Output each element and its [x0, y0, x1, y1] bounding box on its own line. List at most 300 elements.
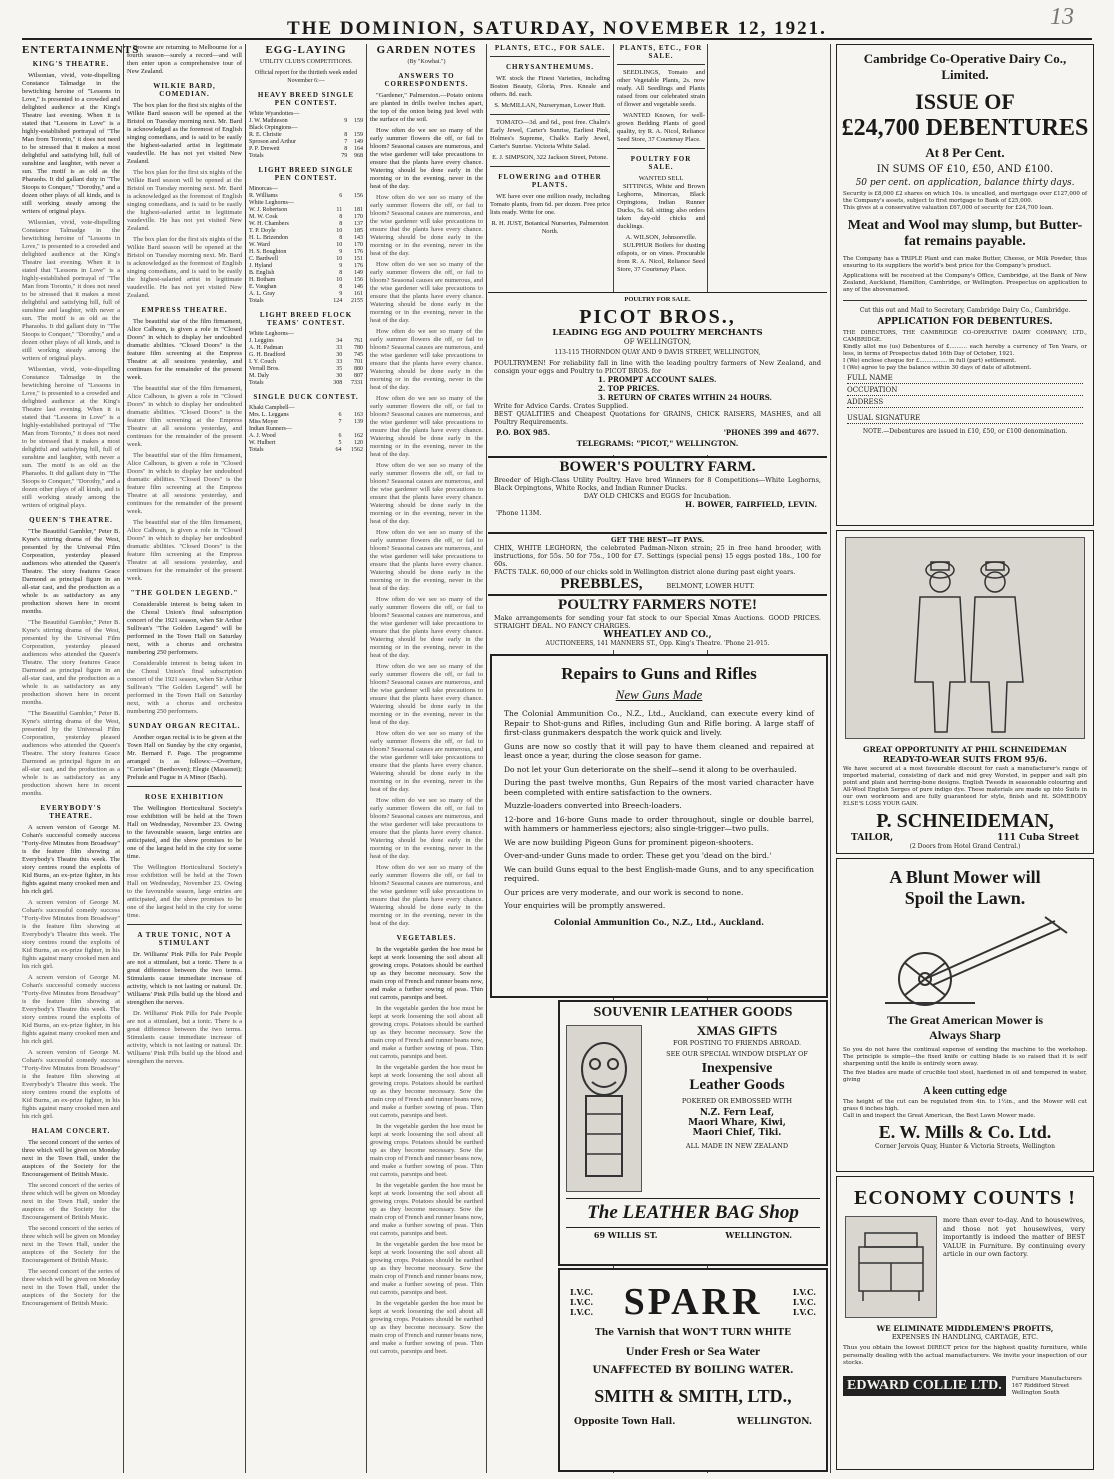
column-divider — [366, 44, 367, 1473]
column-divider — [830, 44, 831, 1473]
entrant-cell: H. Botham — [249, 277, 276, 283]
table-row — [249, 440, 363, 447]
table-row — [249, 153, 363, 160]
guns-paragraph: We can build Guns equal to the best English-made Guns, and to any specification required. — [504, 864, 814, 883]
leather-title: SOUVENIR LEATHER GOODS — [593, 1005, 793, 1020]
mower-text: So you do not have the continual expense of sending the machine to the workshop. The principle is simple—the fixed knife or cutting blade is so raised that it is self sharpening until the knife is entirely worn away. — [843, 1047, 1087, 1067]
article-text: Dr. Williams' Pink Pills for Pale People are not a stimulant, but a tonic. There is a great difference between the two terms. Stimulants cause immediate increase of activity, which is not lasting or natural. Dr. Williams' Pink Pills build up the blood and strengthen the nerves. — [127, 1010, 242, 1065]
ad-signature: S. McMILLAN, Nurseryman, Lower Hutt. — [494, 102, 606, 109]
table-row — [249, 256, 363, 263]
lawn-mower-illustration — [837, 913, 1093, 1009]
entrant-cell: I. Y. Couch — [249, 359, 276, 365]
article-text: The Wellington Horticultural Society's rose exhibition will be held at the Town Hall on Wednesday, November 23. Owing to the favourable season, large entries are anticipated, and the show promises to be one of the largest held in the city for some time. — [127, 864, 242, 919]
economy-furniture-ad — [836, 1176, 1094, 1470]
count-cell: 745 — [354, 352, 363, 358]
dairy-note: NOTE.—Debentures are issued in £10, £50, or £100 denomination. — [862, 428, 1068, 435]
picot-po-box: P.O. BOX 985. — [496, 428, 551, 437]
dairy-meat-wool: Meat and Wool may slump, but Butter-fat remains payable. — [847, 218, 1083, 249]
table-row — [249, 193, 363, 200]
dairy-conservative: This gives at a conservative valuation £67,000 of security for £24,700 loan. — [843, 205, 1054, 211]
entrant-cell: J. Leggins — [249, 338, 274, 344]
farmers-text: Make arrangements for sending your fat stock to our Special Xmas Auctions. GOOD PRICES. STRAIGHT DEAL. NO FANCY CHARGES. — [494, 614, 821, 630]
entrant-cell: R. E. Christie — [249, 132, 282, 138]
mower-sharp: Always Sharp — [929, 1028, 1001, 1042]
article-text: How often do we see so many of the early summer flowers die off, or fail to bloom? Seasonal causes are numerous, and the wise gardener will take precautions to ensure that the plants have every chance. Watering should be done early in the morning or in the evening, never in the heat of the day. — [370, 395, 483, 458]
count-cell: 146 — [354, 284, 363, 290]
divider — [617, 64, 705, 65]
full-name-field[interactable]: FULL NAME — [847, 374, 1083, 384]
article-heading: QUEEN'S THEATRE. — [29, 516, 113, 524]
prebbles-lead: GET THE BEST—IT PAYS. — [611, 536, 704, 544]
article-text: The box plan for the first six nights of the Wilkie Bard season will be opened at the Bristol on Tuesday morning next. Mr. Bard is acknowledged as the foremost of English singing comedians, and is said to be easily the highest-salaried artist in legitimate vaudeville. He has not yet visited New Zealand. — [127, 169, 242, 232]
article-text: A screen version of George M. Cohan's successful comedy success "Forty-five Minutes from Broadway" is the feature film showing at Everybody's Theatre this week. The story centres round the exploits of Kid Burns, an ex-prize fighter, in his fights against many crooked men and his rich girl. — [22, 974, 120, 1045]
table-row — [249, 338, 363, 345]
dairy-issue: ISSUE OF — [915, 89, 1015, 114]
article-text: How often do we see so many of the early summer flowers die off, or fail to bloom? Seasonal causes are numerous, and the wise gardener will take precautions to ensure that the plants have every chance. Watering should be done early in the morning or in the evening, never in the heat of the day. — [370, 462, 483, 525]
article-heading: EMPRESS THEATRE. — [141, 306, 228, 314]
count-cell: 176 — [354, 263, 363, 269]
entrant-cell: W. H. Chambers — [249, 221, 289, 227]
table-row — [249, 200, 363, 207]
count-cell: 139 — [354, 419, 363, 425]
leather-maori: Maori Whare, Kiwi, — [688, 1118, 786, 1128]
results-table — [249, 331, 363, 387]
dairy-option-1: I (We) enclose cheque for £................ in full (part) settlement. — [843, 358, 1017, 364]
count-cell — [337, 111, 347, 118]
leather-window: SEE OUR SPECIAL WINDOW DISPLAY OF — [666, 1050, 808, 1058]
count-cell: 79 — [341, 153, 348, 159]
entrant-cell: White Leghorns— — [249, 331, 294, 337]
picot-write: Write for Advice Cards. Crates Supplied. — [494, 402, 629, 410]
dairy-kindly: Kindly allot me (us) Debentures of £.......... each hereby a currency of Ten Years, or less, in terms of Prospectus dated 16th Day of October, 1921. — [843, 344, 1087, 357]
count-cell: 120 — [354, 440, 363, 446]
picot-city: OF WELLINGTON, — [623, 338, 692, 346]
maori-carving-illustration — [566, 1025, 642, 1192]
dairy-ltd: Limited. — [941, 67, 989, 82]
two-men-in-suits-icon — [865, 542, 1065, 738]
economy-text: more than ever to-day. And to housewives, and those not yet housewives, very importantly is indeed the matter of BEST VALUE in Furniture. By continuing every article in our own factory. — [943, 1216, 1085, 1258]
ad-heading: CHRYSANTHEMUMS. — [505, 63, 595, 71]
dairy-security: Security is £8,000 £2 shares on which 10s. is uncalled, and mortgage over £127,000 of the Company's assets, subject to first mortgage to Bank of £25,000. — [843, 191, 1087, 204]
count-cell: 181 — [354, 207, 363, 213]
article-text: Dr. Williams' Pink Pills for Pale People are not a stimulant, but a tonic. There is a great difference between the two terms. Stimulants cause immediate increase of activity, which is not lasting or natural. Dr. Williams' Pink Pills build up the blood and strengthen the nerves. — [127, 951, 242, 1006]
count-cell: 780 — [354, 345, 363, 351]
article-heading: WILKIE BARD, COMEDIAN. — [153, 82, 216, 98]
sparr-logo: SPARR — [623, 1281, 763, 1323]
picot-tagline: LEADING EGG AND POULTRY MERCHANTS — [552, 328, 763, 338]
ad-heading: WANTED SELL — [638, 175, 684, 182]
count-cell: 159 — [354, 118, 363, 124]
count-cell: 149 — [354, 139, 363, 145]
article-heading: SUNDAY ORGAN RECITAL. — [128, 722, 241, 730]
article-text: How often do we see so many of the early summer flowers die off, or fail to bloom? Seasonal causes are numerous, and the wise gardener will take precautions to ensure that the plants have every chance. Watering should be done early in the morning or in the evening, never in the heat of the day. — [370, 127, 483, 190]
entrant-cell: W. J. Robertson — [249, 207, 288, 213]
article-text: In the vegetable garden the hoe must be kept at work loosening the soil about all growing crops. Potatoes should be earthed up as they become necessary. Sow the main crop of French and runner beans now, and make a further sowing of peas. Thin out carrots, parsnips and beet. — [370, 1123, 483, 1178]
results-table — [249, 111, 363, 160]
section-heading: ENTERTAINMENTS — [22, 44, 140, 56]
article-text: How often do we see so many of the early summer flowers die off, or fail to bloom? Seasonal causes are numerous, and the wise gardener will take precautions to ensure that the plants have every chance. Watering should be done early in the morning or in the evening, never in the heat of the day. — [370, 194, 483, 257]
economy-thus: Thus you obtain the lowest DIRECT price for the highest quality furniture, while personally dealing with the actual manufacturers. We invite your inspection of our stocks. — [843, 1345, 1087, 1366]
count-cell: 7331 — [351, 380, 363, 386]
divider — [490, 56, 610, 57]
count-cell — [347, 125, 363, 132]
sparr-firm: SMITH & SMITH, LTD., — [594, 1386, 792, 1406]
entrant-cell: Indian Runners— — [249, 426, 292, 432]
count-cell — [327, 186, 343, 193]
article-text: The beautiful star of the film firmament, Alice Calhoun, is given a role in "Closed Doors" in which to display her undoubted dramatic abilities. "Closed Doors" is the feature film screening at the Empress Theatre at all sessions yesterday, and continues for the remainder of the present week. — [127, 519, 242, 582]
divider — [490, 114, 610, 115]
entrant-cell: B. English — [249, 270, 275, 276]
ad-text: WE have over one million ready, including Tomato plants, from 6d. per dozen. Free price lists ready. Write for one. — [490, 193, 610, 216]
dairy-form-heading: APPLICATION FOR DEBENTURES. — [877, 317, 1053, 327]
count-cell: 10 — [336, 228, 343, 234]
article-text: How often do we see so many of the early summer flowers die off, or fail to bloom? Seasonal causes are numerous, and the wise gardener will take precautions to ensure that the plants have every chance. Watering should be done early in the morning or in the evening, never in the heat of the day. — [370, 663, 483, 726]
bowers-phone: 'Phone 113M. — [496, 509, 542, 517]
count-cell: 185 — [354, 228, 363, 234]
entrant-cell: H. L. Brizendon — [249, 235, 288, 241]
table-row — [249, 214, 363, 221]
economy-title: ECONOMY COUNTS ! — [854, 1187, 1076, 1209]
dairy-amount: £24,700 DEBENTURES — [841, 115, 1089, 141]
count-cell — [347, 111, 363, 118]
column-divider — [245, 44, 246, 1473]
count-cell: 9 — [344, 118, 348, 124]
leather-chief: Maori Chief, Tiki. — [692, 1128, 782, 1138]
count-cell: 308 — [333, 380, 343, 386]
count-cell: 9 — [339, 291, 343, 297]
picot-bros-ad — [488, 292, 827, 455]
article-text: The box plan for the first six nights of the Wilkie Bard season will be opened at the Bristol on Tuesday morning next. Mr. Bard is acknowledged as the foremost of English singing comedians, and is said to be easily the highest-salaried artist in legitimate vaudeville. He has not yet visited New Zealand. — [127, 236, 242, 299]
entrant-cell: M. W. Cosk — [249, 214, 278, 220]
masthead — [0, 0, 1114, 40]
entrant-cell: A. J. Wood — [249, 433, 276, 439]
count-cell — [327, 200, 343, 207]
lawn-mower-icon — [855, 913, 1075, 1009]
ad-signature: R. H. JUST, Botanical Nurseries, Palmerston North. — [491, 220, 609, 235]
leather-made: ALL MADE IN NEW ZEALAND — [685, 1142, 789, 1150]
article-text: How often do we see so many of the early summer flowers die off, or fail to bloom? Seasonal causes are numerous, and the wise gardener will take precautions to ensure that the plants have every chance. Watering should be done early in the morning or in the evening, never in the heat of the day. — [370, 797, 483, 860]
divider — [490, 166, 610, 167]
ad-text: SEEDLINGS, Tomato and other Vegetable Plants, 2s. now ready. All Seedlings and Plants raised from our celebrated strain of flower and vegetable seeds. — [617, 69, 705, 108]
count-cell: 151 — [354, 256, 363, 262]
entrant-cell: R. Williams — [249, 193, 278, 199]
article-text: In the vegetable garden the hoe must be kept at work loosening the soil about all growing crops. Potatoes should be earthed up as they become necessary. Sow the main crop of French and runner beans now, and make a further sowing of peas. Thin out carrots, parsnips and beet. — [370, 1241, 483, 1296]
plants-classifieds-left — [490, 44, 610, 289]
economy-expenses: EXPENSES IN HANDLING, CARTAGE, ETC. — [891, 1333, 1039, 1341]
table-row — [249, 433, 363, 440]
entrant-cell: Totals — [249, 153, 264, 159]
article-heading: ANSWERS TO CORRESPONDENTS. — [384, 72, 469, 88]
count-cell — [341, 426, 363, 433]
count-cell: 156 — [354, 193, 363, 199]
schneideman-tailor-ad — [836, 530, 1094, 854]
prebbles-text: CHIX, WHITE LEGHORN, the celebrated Padman-Nixon strain; 25 in free hand brooder, with instructions, for 55s. 50 for 75s., 100 for £7. Settings (special pens) 15 eggs posted 18s., 100 for 60s. — [494, 544, 821, 568]
entrant-cell: E. Vaughan — [249, 284, 277, 290]
count-cell: 1562 — [351, 447, 363, 453]
count-cell: 124 — [333, 298, 343, 304]
guns-paragraph: The Colonial Ammunition Co., N.Z., Ltd., Auckland, can execute every kind of Repair to Shot-guns and Rifles, including Gun and Rifle boring. A large staff of first-class gunmakers despatch the work quick and lively. — [504, 709, 814, 737]
article-text: The beautiful star of the film firmament, Alice Calhoun, is given a role in "Closed Doors" in which to display her undoubted dramatic abilities. "Closed Doors" is the feature film screening at the Empress Theatre at all sessions yesterday, and continues for the remainder of the present week. — [127, 452, 242, 515]
divider — [127, 786, 242, 787]
ad-text: WANTED Known, for well-grown Bedding Plants of good quality, try R. A. Nicol, Reliance Seed Store, 37 Courtenay Place. — [617, 112, 705, 143]
edward-collie-logo: EDWARD COLLIE LTD. — [843, 1376, 1006, 1396]
entrant-cell: Verrall Bros. — [249, 366, 280, 372]
mower-title-1: A Blunt Mower will — [889, 867, 1041, 887]
article-text: The second concert of the series of three which will be given on Monday next in the Town Hall, under the auspices of the Society for the Encouragement of British Music. — [22, 1139, 120, 1178]
guns-subtitle: New Guns Made — [615, 687, 703, 702]
entrant-cell: Minorcas— — [249, 186, 278, 192]
prebbles-name: PREBBLES, — [560, 576, 643, 592]
sparr-tagline: The Varnish that WON'T TURN WHITE — [595, 1328, 791, 1338]
guns-paragraph: We are now building Pigeon Guns for prominent pigeon-shooters. — [504, 837, 754, 847]
guns-signature: Colonial Ammunition Co., N.Z., Ltd., Auckland. — [553, 916, 765, 927]
picot-list-item: 1. PROMPT ACCOUNT SALES. — [598, 375, 717, 384]
sparr-city: WELLINGTON. — [736, 1417, 812, 1427]
count-cell: 2155 — [351, 298, 363, 304]
subheading: Official report for the thirtieth week ended November 6:— — [254, 70, 358, 84]
count-cell: 30 — [336, 373, 343, 379]
entrant-cell: White Leghorns— — [249, 200, 294, 206]
mower-call: Call in and inspect the Great American, the Best Lawn Mower made. — [843, 1113, 1036, 1119]
count-cell — [331, 405, 342, 412]
count-cell: 6 — [338, 412, 342, 418]
entertainments-column — [22, 44, 140, 1473]
leather-goods: Leather Goods — [689, 1077, 785, 1093]
count-cell: 7 — [338, 419, 342, 425]
table-row — [249, 132, 363, 139]
results-heading: SINGLE DUCK CONTEST. — [253, 393, 359, 401]
masthead-rule — [22, 38, 1092, 40]
article-text: How often do we see so many of the early summer flowers die off, or fail to bloom? Seasonal causes are numerous, and the wise gardener will take precautions to ensure that the plants have every chance. Watering should be done early in the morning or in the evening, never in the heat of the day. — [370, 730, 483, 793]
entrant-cell: J. Hyland — [249, 263, 272, 269]
schneideman-headline-1: GREAT OPPORTUNITY AT PHIL SCHNEIDEMAN — [863, 745, 1067, 754]
table-row — [249, 146, 363, 153]
count-cell: 143 — [354, 235, 363, 241]
table-row — [249, 366, 363, 373]
article-heading: HALAM CONCERT. — [31, 1127, 111, 1135]
table-row — [249, 249, 363, 256]
bowers-ad — [488, 456, 827, 532]
entrant-cell: Totals — [249, 380, 264, 386]
dairy-directors: THE DIRECTORS, THE CAMBRIDGE CO-OPERATIVE DAIRY COMPANY, LTD., CAMBRIDGE. — [843, 330, 1087, 343]
count-cell: 149 — [354, 270, 363, 276]
ad-text: TOMATO—3d. and 6d., post free. Chalm's Early Jewel, Carter's Sunrise, Earliest Pink, Holmes's Supreme, Chalk's Early Jewel, Carter's Sunrise. Victoria White Salad. — [490, 119, 610, 150]
guns-rifles-ad — [490, 654, 828, 998]
classified-banner: POULTRY FOR SALE. — [630, 155, 692, 171]
count-cell: 33 — [336, 345, 343, 351]
poultry-farmers-ad — [488, 594, 827, 650]
schneideman-text: We have secured at a most favourable discount for cash a manufacturer's range of imported material, consisting of dark and mid grey Worsted, in pepper and salt pin point and plain and herring-bone designs. English Tweeds in seasonable colouring and All-Wool English Serges of pure indigo dye. These materials are made up into Suits in our own workroom and are fully guaranteed for style, finish and fit. SOMEBODY ELSE'S LOSS YOUR GAIN. — [843, 766, 1087, 807]
article-text: The box plan for the first six nights of the Wilkie Bard season will be opened at the Bristol on Tuesday morning next. Mr. Bard is acknowledged as the foremost of English singing comedians, and is said to be easily the highest-salaried artist in legitimate vaudeville. He has not yet visited New Zealand. — [127, 102, 242, 165]
article-text: In the vegetable garden the hoe must be kept at work loosening the soil about all growing crops. Potatoes should be earthed up as they become necessary. Sow the main crop of French and runner beans now, and make a further sowing of peas. Thin out carrots, parsnips and beet. — [370, 946, 483, 1001]
table-row — [249, 125, 363, 132]
table-row — [249, 221, 363, 228]
entrant-cell: Sproson and Arthur — [249, 139, 296, 145]
count-cell: 159 — [354, 132, 363, 138]
picot-list-item: 3. RETURN OF CRATES WITHIN 24 HOURS. — [598, 393, 772, 402]
guns-paragraph: Guns are now so costly that it will pay to have them cleaned and repaired at least once a year, during the close season for game. — [504, 741, 814, 760]
count-cell — [342, 186, 363, 193]
table-row — [249, 277, 363, 284]
results-table — [249, 405, 363, 454]
page-mark: 13 — [1050, 4, 1074, 30]
entrant-cell: J. W. Mathieson — [249, 118, 288, 124]
guns-paragraph: Our prices are very moderate, and our work is second to none. — [504, 887, 744, 897]
article-text: "The Beautiful Gambler," Peter B. Kyne's stirring drama of the West, presented by the Universal Film Corporation, yesterday pleased audiences who attended the Queen's Theatre. The story features Grace Darmond as principal figure in an all-star cast, and the production as a whole is as satisfactory as any production shown here in recent months. — [22, 710, 120, 797]
address-field[interactable]: ADDRESS — [847, 398, 1083, 408]
count-cell: 10 — [336, 242, 343, 248]
count-cell: 10 — [336, 256, 343, 262]
byline: (By "Kowhai.") — [407, 59, 446, 65]
count-cell: 161 — [354, 291, 363, 297]
dairy-triple: The Company has a TRIPLE Plant and can make Butter, Cheese, or Milk Powder, thus ensuring to its suppliers the world's best price for the Company's product. — [843, 256, 1087, 269]
economy-address: Furniture Manufacturers 167 Riddiford Street Wellington South — [1011, 1375, 1082, 1396]
article-text: Another organ recital is to be given at the Town Hall on Sunday by the city organist, Mr. Bernard F. Page. The programme arranged is as follows:—Overture, "Coriolan" (Beethoven); Elegie (Massenet); Prelude and Fugue in A Minor (Bach). — [127, 734, 242, 781]
entrant-cell: A. L. Gray — [249, 291, 275, 297]
schneideman-tailor: TAILOR, — [851, 833, 894, 843]
article-heading: ROSE EXHIBITION — [145, 793, 224, 801]
article-text: The second concert of the series of three which will be given on Monday next in the Town Hall, under the auspices of the Society for the Encouragement of British Music. — [22, 1182, 120, 1221]
count-cell: 170 — [354, 242, 363, 248]
egg-laying-column — [249, 44, 363, 1473]
article-heading: A TRUE TONIC, NOT A STIMULANT — [137, 931, 232, 947]
table-row — [249, 263, 363, 270]
article-text: A screen version of George M. Cohan's successful comedy success "Forty-five Minutes from Broadway" is the feature film showing at Everybody's Theatre this week. The story centres round the exploits of Kid Burns, an ex-prize fighter, in his fights against many crooked men and his rich girl. — [22, 1049, 120, 1120]
count-cell — [342, 331, 363, 338]
ad-text: WE stock the Finest Varieties, including Boston Beauty, Gloria, Pres. Kneale and others. 8d. each. — [490, 75, 610, 98]
occupation-field[interactable]: OCCUPATION — [847, 386, 1083, 396]
article-text: "Gardener," Palmerston.—Potato onions are planted in drills twelve inches apart, the top of the onion being just level with the surface of the soil. — [370, 92, 483, 123]
guns-paragraph: During the past twelve months, Gun Repairs of the most varied character have been completed with entire satisfaction to the owners. — [504, 778, 814, 797]
picot-telegrams: TELEGRAMS: "PICOT," WELLINGTON. — [576, 439, 739, 448]
table-row — [249, 139, 363, 146]
count-cell: 164 — [354, 146, 363, 152]
count-cell: 807 — [354, 373, 363, 379]
classified-banner: PLANTS, ETC., FOR SALE. — [494, 44, 606, 52]
entrant-cell: M. Daly — [249, 373, 269, 379]
sparr-location: Opposite Town Hall. — [574, 1417, 676, 1427]
article-text: The second concert of the series of three which will be given on Monday next in the Town Hall, under the auspices of the Society for the Encouragement of British Music. — [22, 1268, 120, 1307]
gentlemen-illustration — [845, 537, 1085, 739]
dairy-cut-instruction: Cut this out and Mail to Secretary, Cambridge Dairy Co., Cambridge. — [859, 307, 1071, 314]
count-cell — [341, 405, 363, 412]
signature-field[interactable]: USUAL SIGNATURE — [847, 414, 1083, 424]
article-text: The Wellington Horticultural Society's rose exhibition will be held at the Town Hall on Wednesday, November 23. Owing to the favourable season, large entries are anticipated, and the show promises to be one of the largest held in the city for some time. — [127, 805, 242, 860]
entrant-cell: T. P. Doyle — [249, 228, 276, 234]
count-cell: 11 — [336, 207, 343, 213]
count-cell: 6 — [338, 433, 342, 439]
guns-paragraph: Do not let your Gun deteriorate on the shelf—send it along to be overhauled. — [504, 764, 797, 774]
entrant-cell: Khaki Campbell— — [249, 405, 295, 411]
entrant-cell: White Wyandottes— — [249, 111, 300, 117]
leather-pokered: POKERED OR EMBOSSED WITH — [681, 1097, 793, 1105]
entrant-cell: A. H. Padman — [249, 345, 283, 351]
farmers-name: WHEATLEY AND CO., — [603, 630, 712, 640]
table-row — [249, 426, 363, 433]
results-heading: HEAVY BREED SINGLE PEN CONTEST. — [257, 91, 355, 107]
guns-title: Repairs to Guns and Rifles — [561, 664, 757, 683]
guns-paragraph: Muzzle-loaders converted into Breech-loaders. — [504, 801, 682, 810]
count-cell — [342, 200, 363, 207]
picot-phones: 'PHONES 399 and 4677. — [723, 428, 819, 437]
garden-notes-column — [370, 44, 483, 1473]
article-text: In the vegetable garden the hoe must be kept at work loosening the soil about all growing crops. Potatoes should be earthed up as they become necessary. Sow the main crop of French and runner beans now, and make a further sowing of peas. Thin out carrots, parsnips and beet. — [370, 1182, 483, 1237]
sideboard-icon — [851, 1227, 931, 1307]
mower-height: The height of the cut can be regulated from 4in. to 1½in., and the Mower will cut grass 6 inches high. — [843, 1099, 1087, 1112]
article-text: Wilsonian, vivid, vote-dispelling Constance Talmadge in the bewitching heroine of "Lessons in Love," is presented to a crowded and delighted audience at the King's Theatre last evening. When it is stated that "Lessons in Love" is a highly-established portrayal of "The Man from Toronto," it does not need to be stressed that it makes a most delightful and satisfying bill, full of sunshine and laughter, with never a sun. The motif is as old as the Pharaohs. It did gallant duty in "The Stoops to Conquer," "Dorothy," and a dozen other plays of all kinds, and is still working steady among the writers of original plays. — [22, 366, 120, 509]
article-text: The beautiful star of the film firmament, Alice Calhoun, is given a role in "Closed Doors" in which to display her undoubted dramatic abilities. "Closed Doors" is the feature film screening at the Empress Theatre at all sessions yesterday, and continues for the remainder of the present week. — [127, 318, 242, 381]
leather-xmas: XMAS GIFTS — [696, 1023, 778, 1038]
subheading: UTILITY CLUB'S COMPETITIONS. — [259, 59, 353, 65]
article-text: A screen version of George M. Cohan's successful comedy success "Forty-five Minutes from Broadway" is the feature film showing at Everybody's Theatre this week. The story centres round the exploits of Kid Burns, an ex-prize fighter, in his fights against many crooked men and his rich girl. — [22, 899, 120, 970]
entrant-cell: C. Bardwell — [249, 256, 278, 262]
schneideman-name: P. SCHNEIDEMAN, — [876, 810, 1054, 832]
article-text: In the vegetable garden the hoe must be kept at work loosening the soil about all growing crops. Potatoes should be earthed up as they become necessary. Sow the main crop of French and runner beans now, and make a further sowing of peas. Thin out carrots, parsnips and beet. — [370, 1064, 483, 1119]
dairy-applications: Applications will be received at the Company's Office, Cambridge, at the Bank of New Zealand, Auckland, Hamilton, Cambridge, or Wellington. Prospectus on application to any of the abovenamed. — [843, 273, 1087, 293]
count-cell: 30 — [336, 352, 343, 358]
cut-line — [843, 300, 1087, 301]
table-row — [249, 345, 363, 352]
leather-address: 69 WILLIS ST. — [593, 1230, 658, 1240]
count-cell: 8 — [339, 214, 343, 220]
ad-signature: E. J. SIMPSON, 322 Jackson Street, Petone. — [492, 154, 608, 161]
prebbles-ad — [488, 532, 827, 594]
farmers-title: POULTRY FARMERS NOTE! — [558, 597, 757, 613]
leather-bag-shop-logo: The LEATHER BAG Shop — [566, 1198, 820, 1228]
table-row — [249, 284, 363, 291]
entrant-cell: H. S. Boughton — [249, 249, 287, 255]
ivc-mark: I.V.C. — [792, 1307, 816, 1317]
leather-city: WELLINGTON. — [725, 1230, 793, 1240]
ivc-mark: I.V.C. — [570, 1307, 594, 1317]
table-row — [249, 111, 363, 118]
count-cell: 156 — [354, 277, 363, 283]
ivc-mark: I.V.C. — [570, 1287, 594, 1297]
article-heading: VEGETABLES. — [396, 934, 457, 942]
mower-blades: The five blades are made of crucible tool steel, hardened in oil and tempered in water, giving — [843, 1070, 1087, 1083]
table-row — [249, 380, 363, 387]
sparr-boiling: UNAFFECTED BY BOILING WATER. — [592, 1365, 794, 1376]
count-cell: 8 — [339, 284, 343, 290]
guns-paragraph: Over-and-under Guns made to order. These get you 'dead on the bird.' — [504, 851, 772, 860]
count-cell — [337, 125, 347, 132]
table-row — [249, 186, 363, 193]
table-row — [249, 228, 363, 235]
entrant-cell: W. Ward — [249, 242, 270, 248]
table-row — [249, 291, 363, 298]
dairy-name: Cambridge Co-Operative Dairy Co., — [863, 51, 1067, 66]
article-heading: EVERYBODY'S THEATRE. — [40, 804, 102, 820]
article-text: How often do we see so many of the early summer flowers die off, or fail to bloom? Seasonal causes are numerous, and the wise gardener will take precautions to ensure that the plants have every chance. Watering should be done early in the morning or in the evening, never in the heat of the day. — [370, 596, 483, 659]
count-cell — [327, 331, 343, 338]
entrant-cell: P. P. Drewett — [249, 146, 280, 152]
mower-firm: E. W. Mills & Co. Ltd. — [878, 1122, 1052, 1142]
column-divider — [486, 44, 487, 1473]
count-cell: 8 — [339, 270, 343, 276]
article-text: Wilsonian, vivid, vote-dispelling Constance Talmadge in the bewitching heroine of "Lessons in Love," is presented to a crowded and delighted audience at the King's Theatre last evening. When it is stated that "Lessons in Love" is a highly-established portrayal of "The Man from Toronto," it does not need to be stressed that it makes a most delightful and satisfying bill, full of sunshine and laughter, with never a sun. The motif is as old as the Pharaohs. It did gallant duty in "The Stoops to Conquer," "Dorothy," and a dozen other plays of all kinds, and is still working steady among the writers of original plays. — [22, 219, 120, 362]
ad-heading: FLOWERING and OTHER PLANTS. — [498, 173, 602, 189]
schneideman-doors: (2 Doors from Hotel Grand Central.) — [909, 843, 1021, 850]
article-text: How often do we see so many of the early summer flowers die off, or fail to bloom? Seasonal causes are numerous, and the wise gardener will take precautions to ensure that the plants have every chance. Watering should be done early in the morning or in the evening, never in the heat of the day. — [370, 864, 483, 927]
count-cell: 10 — [336, 277, 343, 283]
table-row — [249, 412, 363, 419]
furniture-illustration — [845, 1216, 937, 1318]
ad-text: SITTINGS, White and Brown Leghorns, Minorcas, Black Orpingtons, Indian Runner Ducks, 5s. 6d. sitting; also orders taken day-old chicks and ducklings. — [617, 183, 705, 230]
bowers-day-old: DAY OLD CHICKS and EGGS for Incubation. — [583, 492, 732, 500]
article-text: Considerable interest is being taken in the Choral Union's final subscription concert of the 1921 season, when Sir Arthur Sullivan's "The Golden Legend" will be performed in the Town Hall on Saturday next, with a chorus and orchestra numbering 250 performers. — [127, 660, 242, 715]
picot-address: 113-115 THORNDON QUAY AND 9 DAVIS STREET, WELLINGTON, — [554, 349, 761, 356]
divider — [617, 148, 705, 149]
